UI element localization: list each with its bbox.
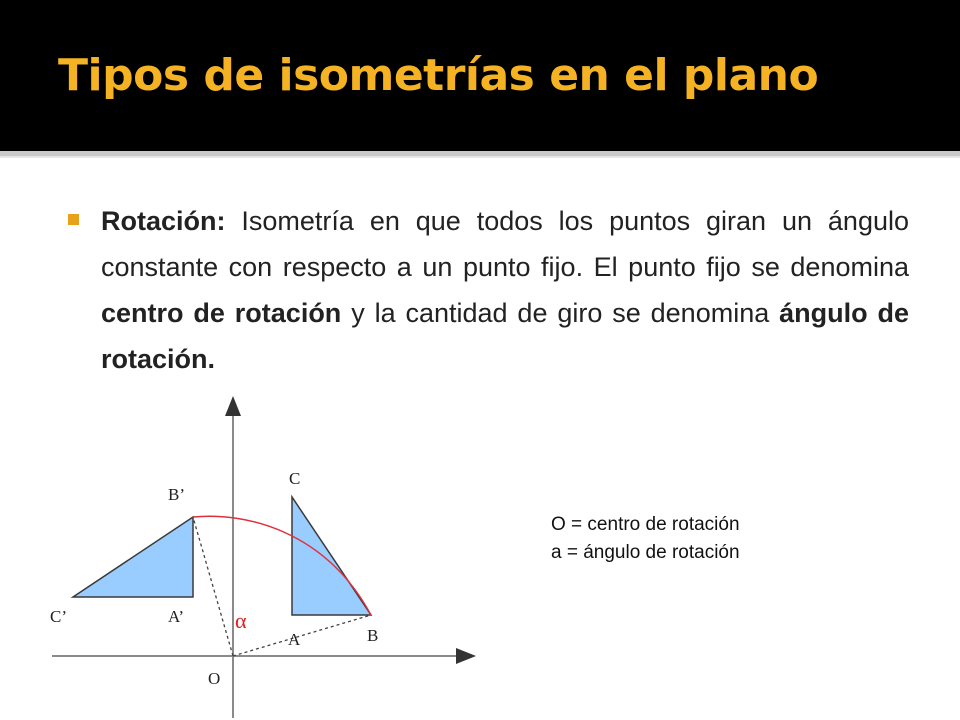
- y-axis-arrow: [225, 396, 241, 416]
- title-divider-shadow: [0, 156, 960, 158]
- triangle-rotated: [73, 517, 193, 597]
- bullet-square-icon: [68, 214, 79, 225]
- legend-line-o: O = centro de rotación: [551, 514, 740, 535]
- radius-to-b: [233, 615, 371, 656]
- label-a: A: [288, 630, 301, 649]
- bullet-text-2: y la cantidad de giro se denomina: [341, 298, 780, 328]
- bullet-bold-centro: centro de rotación: [101, 298, 342, 328]
- label-c-prime: C’: [50, 607, 67, 626]
- x-axis-arrow: [456, 648, 476, 664]
- label-a-prime: A’: [168, 607, 185, 626]
- bullet-bold-angulo: ángulo de rotación.: [101, 298, 910, 374]
- radius-to-b-prime: [193, 517, 233, 656]
- legend-line-a: a = ángulo de rotación: [551, 542, 740, 563]
- triangle-original: [292, 497, 371, 615]
- rotation-diagram: [0, 380, 500, 720]
- label-alpha: α: [235, 608, 247, 633]
- label-b: B: [367, 626, 379, 645]
- label-b-prime: B’: [168, 485, 185, 504]
- bullet-term: Rotación:: [101, 206, 226, 236]
- bullet-text-1: Isometría en que todos los puntos giran un ángulo constante con respecto a un punto fijo. El punto fijo se denomina: [101, 206, 909, 282]
- label-c: C: [289, 469, 301, 488]
- bullet-paragraph: [101, 198, 909, 382]
- legend: [551, 511, 740, 567]
- label-o: O: [208, 669, 221, 688]
- slide-title: Tipos de isometrías en el plano: [58, 50, 819, 101]
